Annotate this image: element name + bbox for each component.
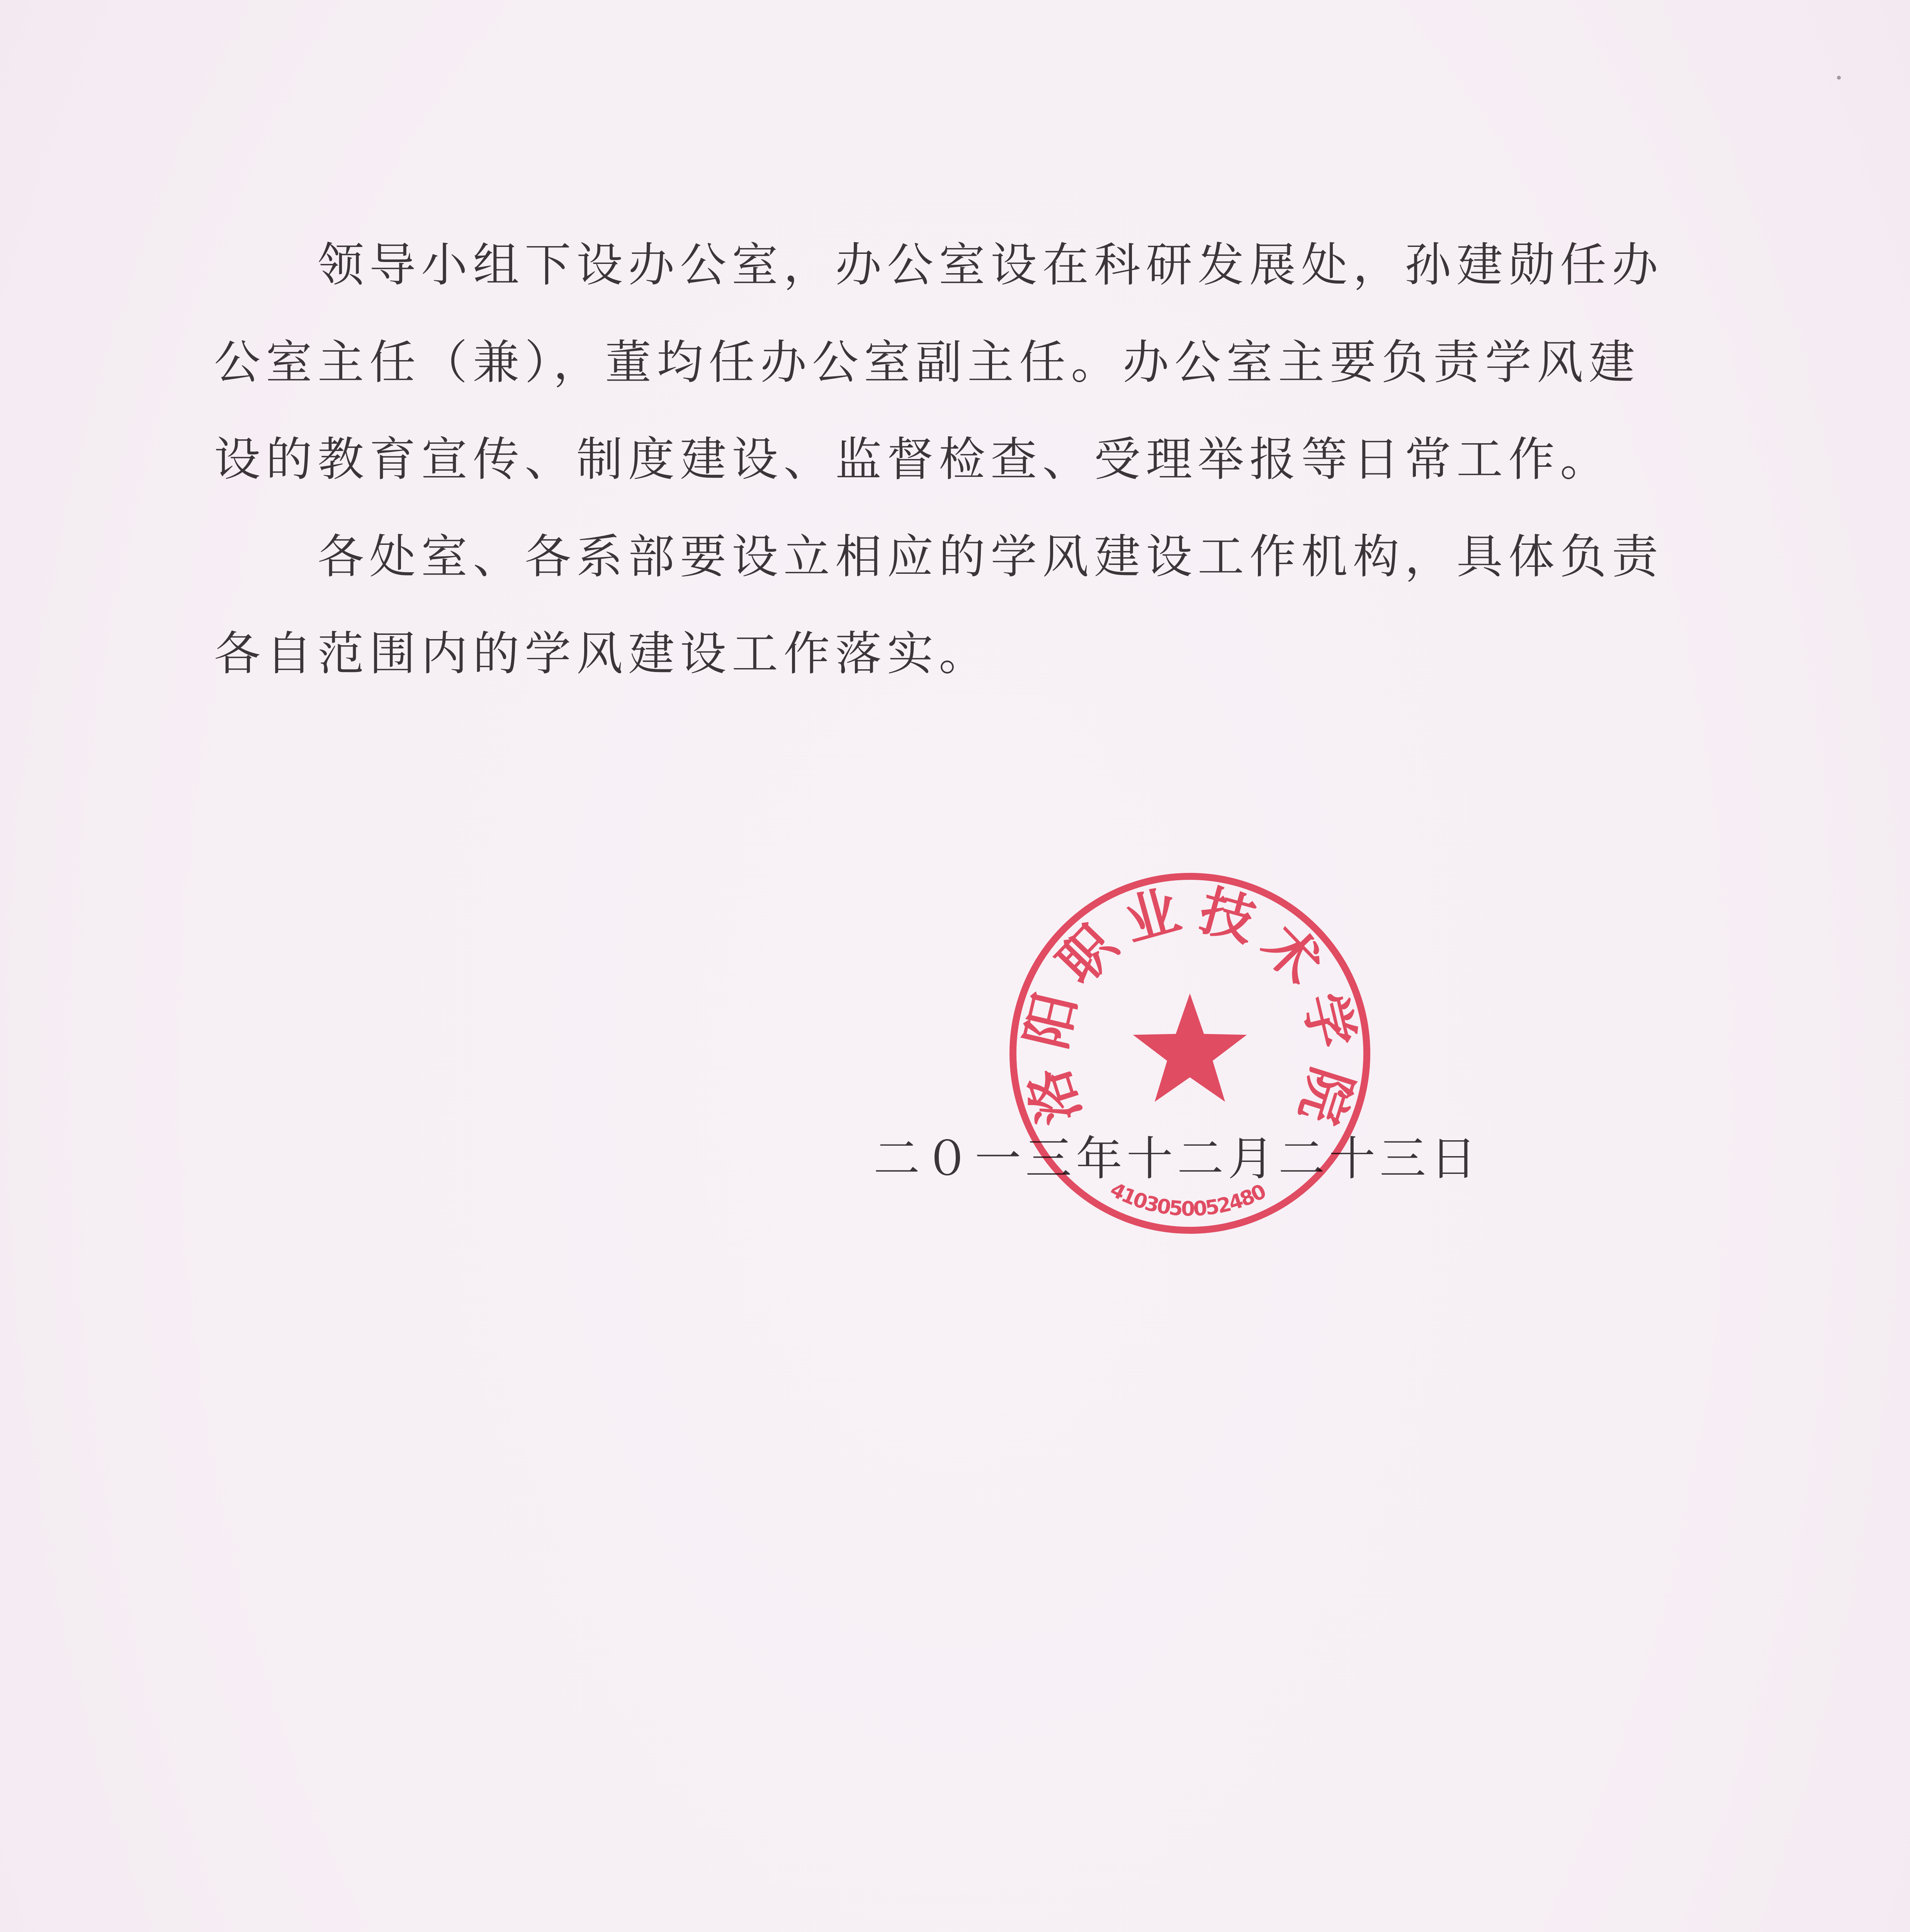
signature-date: 二０一三年十二月二十三日 (873, 1132, 1481, 1186)
official-seal (989, 852, 1391, 1254)
paragraph-line: 设的教育宣传、制度建设、监督检查、受理举报等日常工作。 (214, 433, 1612, 486)
star-icon (1133, 993, 1247, 1102)
seal-org-name-text: 洛阳职业技术学院 (1014, 878, 1366, 1132)
paragraph (214, 217, 1682, 509)
paragraph-line: 公室主任（兼），董均任办公室副主任。办公室主要负责学风建 (214, 335, 1640, 389)
paragraph-line: 领导小组下设办公室，办公室设在科研发展处，孙建勋任办 (318, 238, 1664, 292)
scan-speck (1837, 76, 1841, 80)
document-body (214, 217, 1682, 703)
paragraph-line: 各处室、各系部要设立相应的学风建设工作机构，具体负责 (318, 530, 1664, 584)
paragraph-line: 各自范围内的学风建设工作落实。 (214, 627, 991, 681)
seal-code (1106, 1178, 1270, 1221)
seal-code-text: 4103050052480 (1106, 1178, 1270, 1221)
paragraph (214, 509, 1682, 703)
